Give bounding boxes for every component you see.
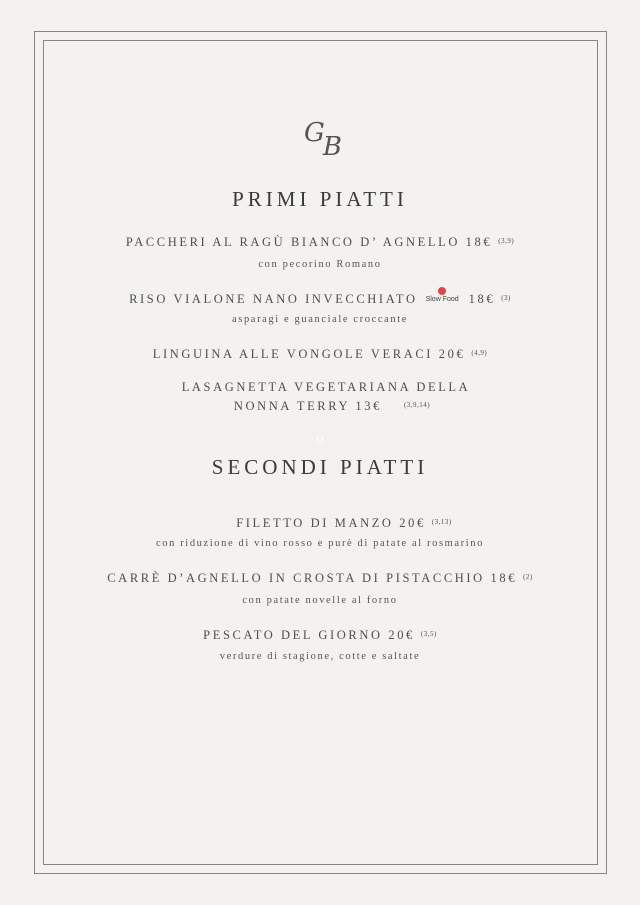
item-description: con pecorino Romano [258, 259, 382, 270]
section-title-secondi: SECONDI PIATTI [211, 455, 429, 479]
menu-item-filetto: FILETTO DI MANZO 20€ $^{(3,13)}$ [236, 516, 452, 530]
snail-icon [438, 287, 446, 295]
item-description: con riduzione di vino rosso e purè di patate al rosmarino [156, 538, 484, 549]
item-description: con patate novelle al forno [242, 595, 398, 606]
section-title-primi: PRIMI PIATTI [232, 187, 408, 211]
menu-item-riso: RISO VIALONE NANO INVECCHIATO Slow Food 18€ $^{(3)}$ [0, 292, 640, 307]
inner-border [43, 40, 598, 865]
item-description: asparagi e guanciale croccante [232, 314, 408, 325]
slow-food-badge: Slow Food [426, 296, 459, 303]
menu-item-lasagnetta: LASAGNETTA VEGETARIANA DELLA [181, 380, 471, 394]
ornament: () [316, 434, 324, 445]
menu-item-paccheri: PACCHERI AL RAGÙ BIANCO D’ AGNELLO 18€ $^{(3,9)}$ [125, 235, 515, 249]
gb-monogram-logo: GB [304, 118, 338, 162]
menu-item-pescato: PESCATO DEL GIORNO 20€ $^{(3,5)}$ [203, 628, 437, 642]
menu-item-linguina: LINGUINA ALLE VONGOLE VERACI 20€ $^{(4,9)}$ [152, 347, 488, 361]
item-description: verdure di stagione, cotte e saltate [219, 651, 421, 662]
menu-item-carre: CARRÈ D’AGNELLO IN CROSTA DI PISTACCHIO 18€ $^{(2)}$ [107, 571, 533, 585]
menu-item-lasagnetta-line2: NONNA TERRY 13€ $^{(3,9,14)}$ [233, 399, 431, 413]
